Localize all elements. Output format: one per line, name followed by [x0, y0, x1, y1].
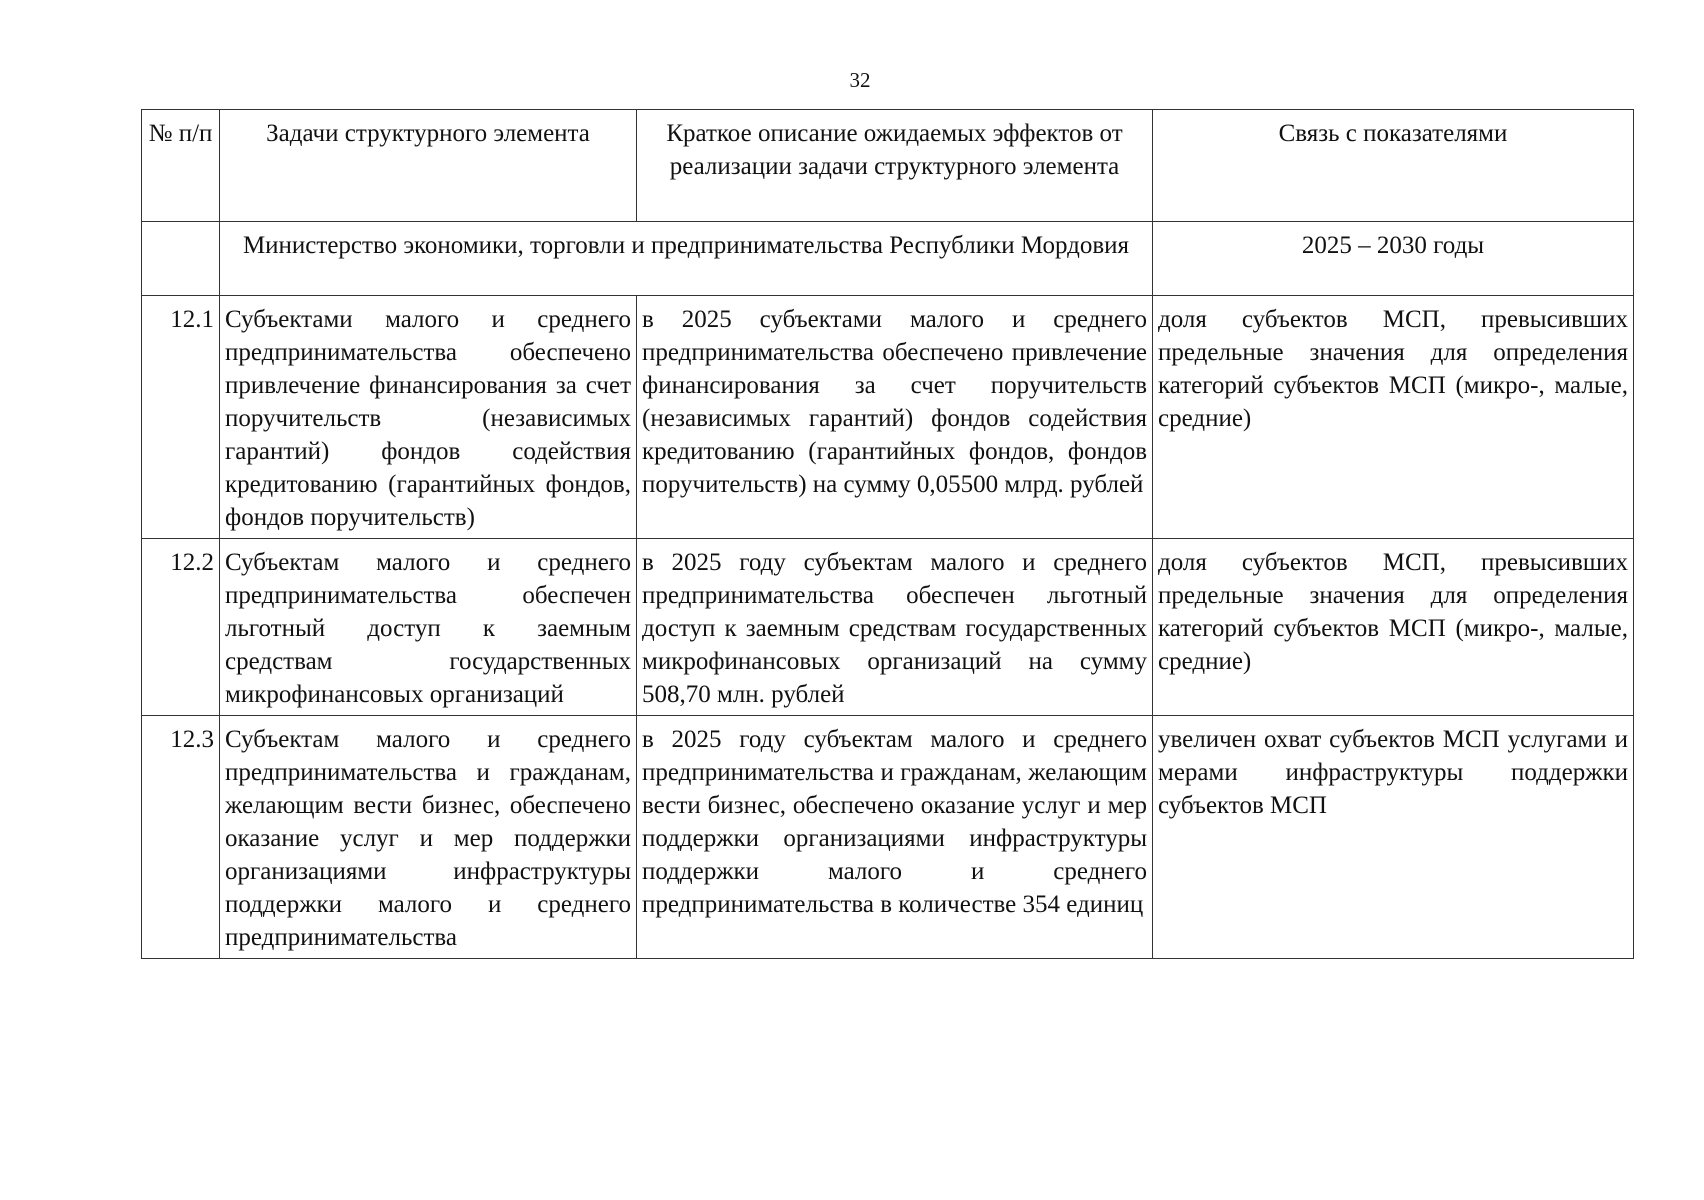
- header-num: № п/п: [142, 110, 220, 222]
- row-indicator: доля субъектов МСП, превысивших предельные значения для определения категорий субъектов МСП (микро-, малые, средние): [1153, 539, 1634, 716]
- row-num: 12.1: [142, 296, 220, 539]
- table-row: [142, 539, 1634, 716]
- org-row-num: [142, 222, 220, 296]
- table-row: [142, 296, 1634, 539]
- table-row: [142, 716, 1634, 959]
- org-period: 2025 – 2030 годы: [1153, 222, 1634, 296]
- row-task: Субъектам малого и среднего предпринимательства и гражданам, желающим вести бизнес, обеспечено оказание услуг и мер поддержки организациями инфраструктуры поддержки малого и среднего предпринимательства: [220, 716, 637, 959]
- row-effect: в 2025 году субъектам малого и среднего предпринимательства и гражданам, желающим вести бизнес, обеспечено оказание услуг и мер поддержки организациями инфраструктуры поддержки малого и среднего предпринимательства в количестве 354 единиц: [637, 716, 1153, 959]
- row-indicator: доля субъектов МСП, превысивших предельные значения для определения категорий субъектов МСП (микро-, малые, средние): [1153, 296, 1634, 539]
- org-row: [142, 222, 1634, 296]
- header-effects: Краткое описание ожидаемых эффектов от реализации задачи структурного элемента: [637, 110, 1153, 222]
- page-number: 32: [849, 68, 871, 92]
- row-num: 12.2: [142, 539, 220, 716]
- header-tasks: Задачи структурного элемента: [220, 110, 637, 222]
- header-indicators: Связь с показателями: [1153, 110, 1634, 222]
- org-name: Министерство экономики, торговли и предпринимательства Республики Мордовия: [220, 222, 1153, 296]
- row-effect: в 2025 субъектами малого и среднего предпринимательства обеспечено привлечение финансирования за счет поручительств (независимых гарантий) фондов содействия кредитованию (гарантийных фондов, фондов поручительств) на сумму 0,05500 млрд. рублей: [637, 296, 1153, 539]
- table-header-row: [142, 110, 1634, 222]
- row-effect: в 2025 году субъектам малого и среднего предпринимательства обеспечен льготный доступ к заемным средствам государственных микрофинансовых организаций на сумму 508,70 млн. рублей: [637, 539, 1153, 716]
- row-task: Субъектами малого и среднего предпринимательства обеспечено привлечение финансирования за счет поручительств (независимых гарантий) фондов содействия кредитованию (гарантийных фондов, фондов поручительств): [220, 296, 637, 539]
- row-task: Субъектам малого и среднего предпринимательства обеспечен льготный доступ к заемным средствам государственных микрофинансовых организаций: [220, 539, 637, 716]
- row-num: 12.3: [142, 716, 220, 959]
- row-indicator: увеличен охват субъектов МСП услугами и мерами инфраструктуры поддержки субъектов МСП: [1153, 716, 1634, 959]
- measures-table: [141, 109, 1634, 959]
